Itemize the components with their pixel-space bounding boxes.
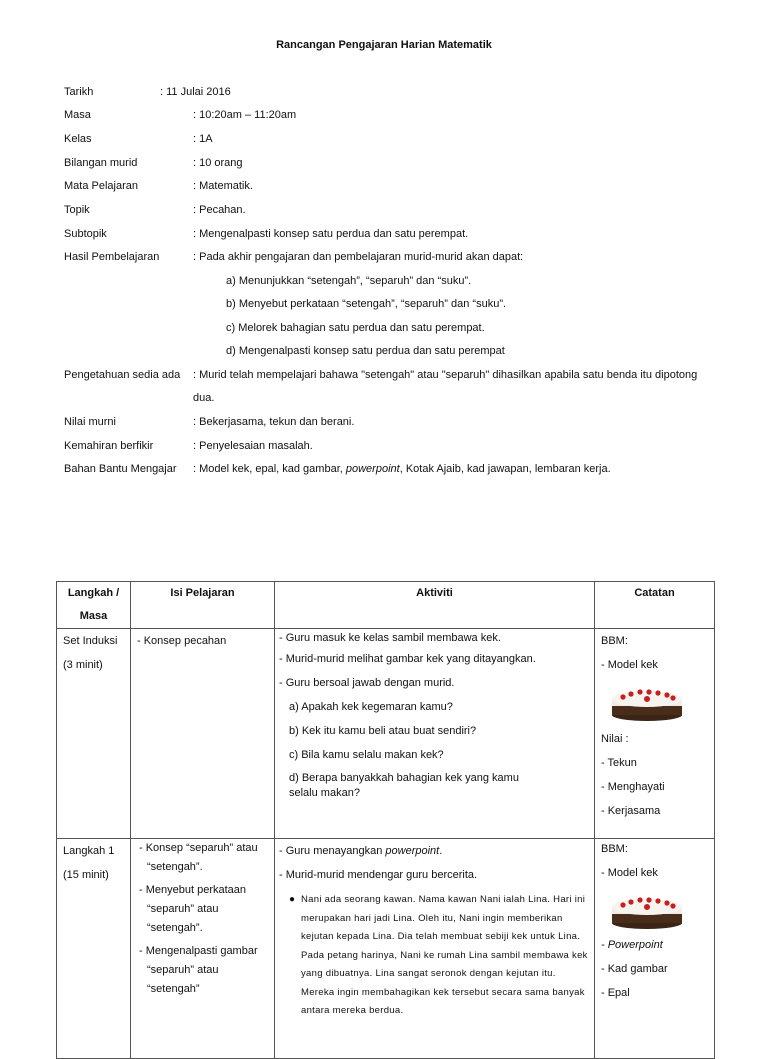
nilai-value: : Bekerjasama, tekun dan berani. xyxy=(193,416,355,428)
question-item: a) Apakah kek kegemaran kamu? xyxy=(289,701,453,713)
bbm-item: - Model kek xyxy=(601,659,658,671)
document-title: Rancangan Pengajaran Harian Matematik xyxy=(276,39,492,51)
langkah-masa: (15 minit) xyxy=(63,869,109,881)
table-header-row xyxy=(57,582,715,629)
topik-value: : Pecahan. xyxy=(193,204,246,216)
aktiviti-item: - Murid-murid mendengar guru bercerita. xyxy=(279,869,478,881)
nilai-label: Nilai : xyxy=(601,733,629,745)
table-row-set-induksi xyxy=(57,629,715,839)
bbm-item: - Powerpoint xyxy=(601,939,663,951)
bilangan-label: Bilangan murid xyxy=(64,157,138,169)
aktiviti-item: - Murid-murid melihat gambar kek yang ditayangkan. xyxy=(279,653,536,665)
bahan-value: : Model kek, epal, kad gambar, powerpoint, Kotak Ajaib, kad jawapan, lembaran kerja. xyxy=(193,463,611,475)
bbm-item: - Epal xyxy=(601,987,630,999)
cell-langkah xyxy=(57,839,131,1059)
subtopik-value: : Mengenalpasti konsep satu perdua dan satu perempat. xyxy=(193,228,469,240)
cell-isi xyxy=(131,629,275,839)
isi-item: - Konsep pecahan xyxy=(137,635,227,647)
isi-item: - Mengenalpasti gambar “separuh” atau “setengah” xyxy=(139,945,258,995)
nilai-item: - Kerjasama xyxy=(601,805,661,817)
topik-label: Topik xyxy=(64,204,90,216)
header-catatan: Catatan xyxy=(595,582,715,629)
header-isi-pelajaran: Isi Pelajaran xyxy=(131,582,275,629)
bbm-item: - Model kek xyxy=(601,867,658,879)
objective-text: a) Menunjukkan “setengah”, “separuh” dan “suku”. xyxy=(226,275,472,287)
cell-aktiviti xyxy=(275,629,595,839)
masa-value: : 10:20am – 11:20am xyxy=(193,109,297,121)
table-row-langkah-1 xyxy=(57,839,715,1059)
cake-image xyxy=(609,679,685,723)
aktiviti-item: - Guru bersoal jawab dengan murid. xyxy=(279,677,455,689)
nilai-label: Nilai murni xyxy=(64,416,116,428)
tarikh-value: : 11 Julai 2016 xyxy=(160,86,231,98)
bullet-icon: ● xyxy=(289,894,296,905)
cell-aktiviti xyxy=(275,839,595,1059)
cell-catatan xyxy=(595,629,715,839)
langkah-name: Set Induksi xyxy=(63,635,118,647)
subtopik-label: Subtopik xyxy=(64,228,107,240)
header-aktiviti: Aktiviti xyxy=(275,582,595,629)
mata-pelajaran-label: Mata Pelajaran xyxy=(64,180,138,192)
aktiviti-item: - Guru menayangkan powerpoint. xyxy=(279,845,443,857)
kelas-label: Kelas xyxy=(64,133,92,145)
lesson-plan-table xyxy=(56,581,715,1059)
objective-text: b) Menyebut perkataan “setengah”, “separuh” dan “suku”. xyxy=(226,298,507,310)
hasil-value: : Pada akhir pengajaran dan pembelajaran murid-murid akan dapat: xyxy=(193,251,524,263)
nilai-item: - Menghayati xyxy=(601,781,665,793)
bahan-label: Bahan Bantu Mengajar xyxy=(64,463,177,475)
nilai-item: - Tekun xyxy=(601,757,637,769)
mata-pelajaran-value: : Matematik. xyxy=(193,180,253,192)
hasil-label: Hasil Pembelajaran xyxy=(64,251,160,263)
objective-text: d) Mengenalpasti konsep satu perdua dan satu perempat xyxy=(226,345,505,357)
bbm-label: BBM: xyxy=(601,843,628,855)
tarikh-label: Tarikh xyxy=(64,86,94,98)
cake-image xyxy=(609,887,685,931)
pengetahuan-value: : Murid telah mempelajari bahawa "setengah" atau "separuh" dihasilkan apabila satu benda itu dipotong dua. xyxy=(193,369,698,404)
pengetahuan-label: Pengetahuan sedia ada xyxy=(64,369,181,381)
cell-catatan xyxy=(595,839,715,1059)
masa-label: Masa xyxy=(64,109,91,121)
kemahiran-label: Kemahiran berfikir xyxy=(64,440,154,452)
aktiviti-item: - Guru masuk ke kelas sambil membawa kek. xyxy=(279,632,501,644)
objective-text: c) Melorek bahagian satu perdua dan satu perempat. xyxy=(226,322,485,334)
cell-isi xyxy=(131,839,275,1059)
kemahiran-value: : Penyelesaian masalah. xyxy=(193,440,313,452)
question-item: d) Berapa banyakkah bahagian kek yang kamu selalu makan? xyxy=(289,772,519,799)
isi-item: - Konsep “separuh” atau “setengah”. xyxy=(139,842,258,873)
question-item: b) Kek itu kamu beli atau buat sendiri? xyxy=(289,725,477,737)
story-text: Nani ada seorang kawan. Nama kawan Nani ialah Lina. Hari ini merupakan hari jadi Lina. Oleh itu, Nani ingin memberikan kejutan kepada Lina. Dia telah membuat sebiji kek untuk Lina. Pada petang harinya, Nani ke rumah Lina sambil membawa kek yang dibuatnya. Lina sangat seronok dengan kejutan itu. Mereka ingin membahagikan kek tersebut secara sama banyak antara mereka berdua. xyxy=(301,894,588,1016)
langkah-name: Langkah 1 xyxy=(63,845,115,857)
bbm-item: - Kad gambar xyxy=(601,963,668,975)
isi-item: - Menyebut perkataan “separuh” atau “setengah”. xyxy=(139,884,247,934)
header-langkah-masa: Langkah / Masa xyxy=(57,582,131,629)
langkah-masa: (3 minit) xyxy=(63,659,103,671)
bbm-label: BBM: xyxy=(601,635,628,647)
story-bullet xyxy=(289,891,590,1021)
cell-langkah xyxy=(57,629,131,839)
kelas-value: : 1A xyxy=(193,133,213,145)
question-item: c) Bila kamu selalu makan kek? xyxy=(289,749,444,761)
bilangan-value: : 10 orang xyxy=(193,157,243,169)
